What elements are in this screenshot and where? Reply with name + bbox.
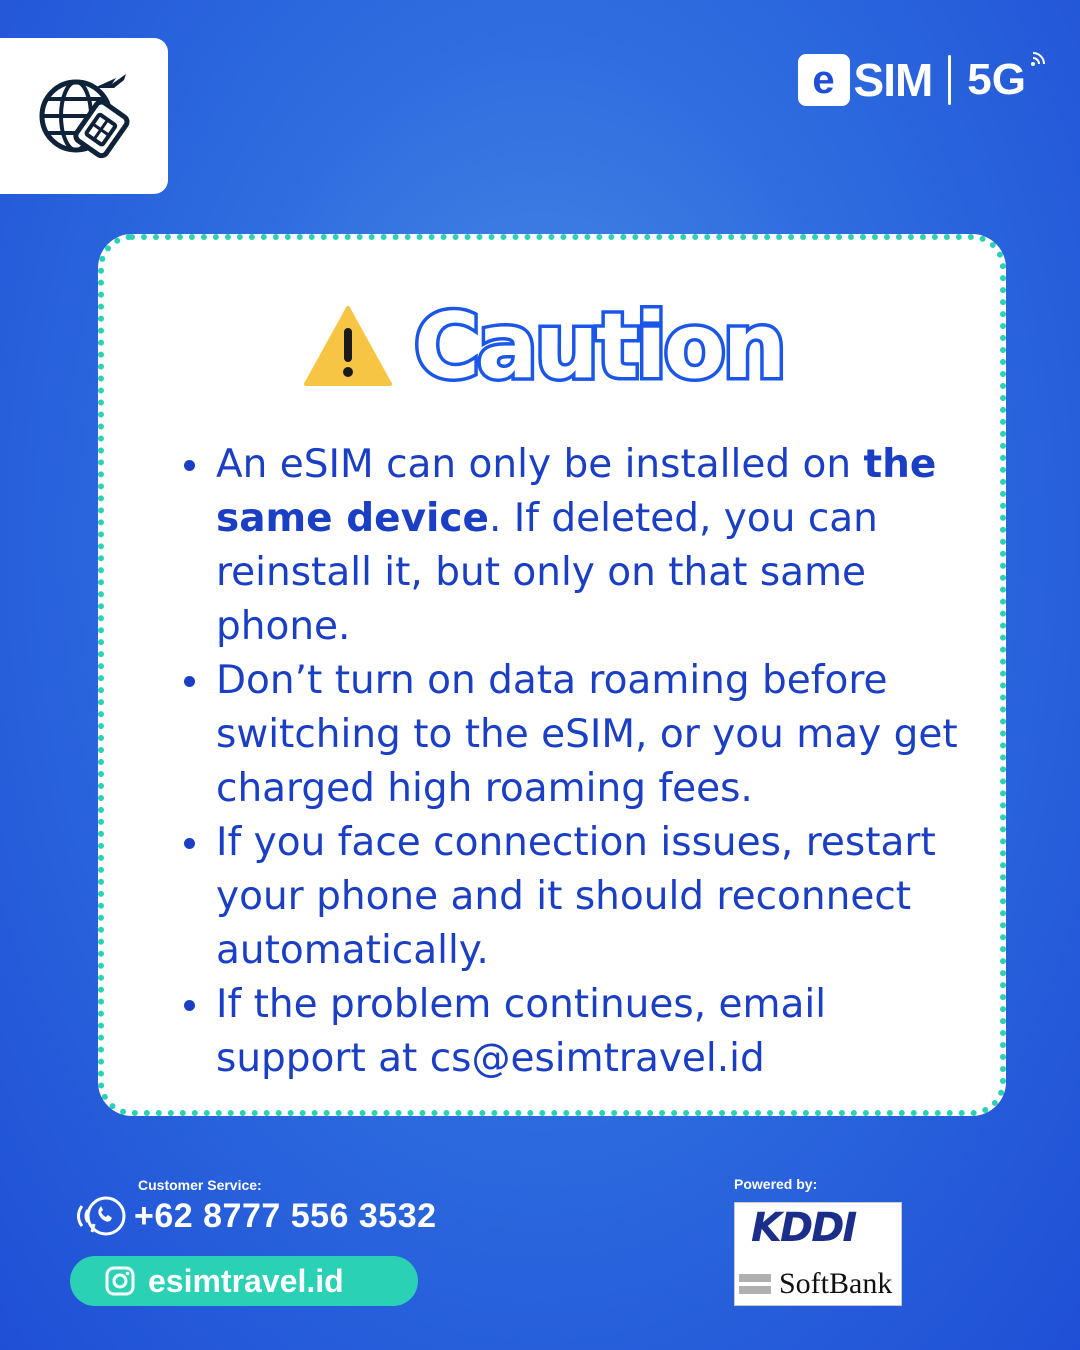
caution-item xyxy=(180,816,980,978)
softbank-logo xyxy=(739,1267,892,1301)
whatsapp-icon xyxy=(72,1192,128,1240)
caution-item xyxy=(180,654,980,816)
caution-item-text: . If deleted, you can reinstall it, but only on that same phone. xyxy=(216,496,878,649)
customer-service-phone[interactable] xyxy=(72,1192,437,1240)
softbank-text: SoftBank xyxy=(779,1267,893,1300)
caution-item xyxy=(180,978,980,1086)
caution-header xyxy=(304,293,784,399)
network-5g-label xyxy=(967,55,1040,105)
caution-item-text: If the problem continues, email support at cs@esimtravel.id xyxy=(216,982,827,1081)
instagram-handle: esimtravel.id xyxy=(148,1262,344,1299)
esim-5g-brand xyxy=(798,50,1040,110)
instagram-icon xyxy=(104,1265,136,1297)
partner-logos xyxy=(734,1202,902,1306)
warning-icon xyxy=(304,304,392,388)
esim-e-box: e xyxy=(798,54,850,106)
instagram-handle-pill[interactable] xyxy=(70,1256,418,1306)
app-logo-tile xyxy=(0,38,168,194)
network-label: 5G xyxy=(967,55,1026,104)
caution-item-text: An eSIM can only be installed on xyxy=(216,442,864,487)
caution-item-bold: the same device xyxy=(216,442,937,541)
caution-card xyxy=(98,234,1006,1116)
globe-sim-plane-icon xyxy=(34,66,134,166)
caution-item-text: Don’t turn on data roaming before switching to the eSIM, or you may get charged high roaming fees. xyxy=(216,658,958,811)
softbank-bars-icon xyxy=(739,1274,771,1294)
kddi-logo: KDDI xyxy=(751,1205,856,1251)
powered-by-label: Powered by: xyxy=(734,1176,818,1192)
caution-list xyxy=(180,438,980,1086)
esim-text: SIM xyxy=(853,54,933,106)
caution-item-text: If you face connection issues, restart your phone and it should reconnect automatically. xyxy=(216,820,936,973)
caution-title: Caution xyxy=(414,293,784,399)
phone-number: +62 8777 556 3532 xyxy=(134,1196,437,1235)
brand-divider xyxy=(948,55,951,105)
caution-item xyxy=(180,438,980,654)
signal-waves-icon xyxy=(1030,51,1046,67)
customer-service-label: Customer Service: xyxy=(138,1177,262,1193)
esim-logo xyxy=(798,53,933,107)
